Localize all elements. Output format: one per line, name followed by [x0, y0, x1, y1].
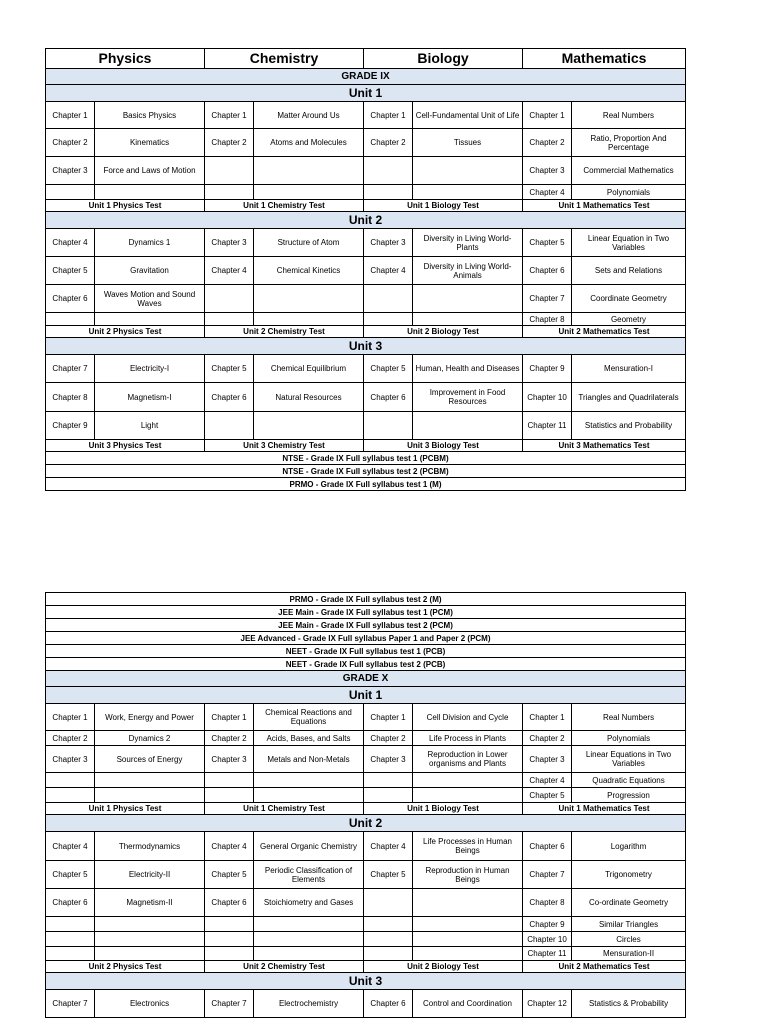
chapter-name	[95, 932, 205, 947]
chapter-number	[205, 412, 254, 440]
full-syllabus-test: NTSE - Grade IX Full syllabus test 2 (PCBM)	[46, 465, 686, 478]
chapter-name: Light	[95, 412, 205, 440]
chapter-name: Improvement in Food Resources	[413, 383, 523, 412]
chapter-row	[46, 861, 686, 889]
chapter-name: Sets and Relations	[572, 257, 686, 285]
unit-test: Unit 1 Mathematics Test	[523, 200, 686, 212]
chapter-name: Polynomials	[572, 731, 686, 746]
chapter-row	[46, 313, 686, 326]
unit-test-row	[46, 803, 686, 815]
chapter-name: Reproduction in Lower organisms and Plants	[413, 746, 523, 773]
chapter-row	[46, 832, 686, 861]
chapter-number: Chapter 2	[523, 129, 572, 157]
chapter-row	[46, 412, 686, 440]
chapter-name	[413, 788, 523, 803]
chapter-name: Progression	[572, 788, 686, 803]
chapter-number: Chapter 4	[364, 832, 413, 861]
chapter-number: Chapter 8	[523, 889, 572, 917]
chapter-number	[364, 889, 413, 917]
grade-ix-syllabus-table	[45, 48, 686, 491]
chapter-name: Kinematics	[95, 129, 205, 157]
chapter-name: Natural Resources	[254, 383, 364, 412]
full-syllabus-row	[46, 658, 686, 671]
chapter-row	[46, 947, 686, 961]
chapter-name: Linear Equations in Two Variables	[572, 746, 686, 773]
chapter-number	[205, 917, 254, 932]
chapter-name: Cell Division and Cycle	[413, 704, 523, 731]
chapter-number: Chapter 3	[523, 746, 572, 773]
chapter-name	[254, 157, 364, 185]
chapter-row	[46, 932, 686, 947]
chapter-name: Stoichiometry and Gases	[254, 889, 364, 917]
chapter-number: Chapter 2	[205, 129, 254, 157]
chapter-number: Chapter 7	[523, 861, 572, 889]
chapter-name	[413, 185, 523, 200]
chapter-name: Real Numbers	[572, 704, 686, 731]
chapter-number	[205, 773, 254, 788]
chapter-row	[46, 229, 686, 257]
chapter-number	[364, 285, 413, 313]
chapter-name	[254, 313, 364, 326]
chapter-name: Statistics and Probability	[572, 412, 686, 440]
chapter-name: Quadratic Equations	[572, 773, 686, 788]
chapter-name	[254, 932, 364, 947]
chapter-number	[46, 313, 95, 326]
chapter-name: Force and Laws of Motion	[95, 157, 205, 185]
chapter-number: Chapter 6	[205, 383, 254, 412]
chapter-name	[95, 313, 205, 326]
unit-test-row	[46, 961, 686, 973]
chapter-name: Real Numbers	[572, 102, 686, 129]
unit-test: Unit 1 Biology Test	[364, 803, 523, 815]
chapter-row	[46, 102, 686, 129]
full-syllabus-test: PRMO - Grade IX Full syllabus test 1 (M)	[46, 478, 686, 491]
chapter-name: Commercial Mathematics	[572, 157, 686, 185]
unit-test: Unit 2 Physics Test	[46, 326, 205, 338]
chapter-name: Atoms and Molecules	[254, 129, 364, 157]
chapter-number: Chapter 5	[364, 861, 413, 889]
chapter-number: Chapter 5	[205, 355, 254, 383]
chapter-number: Chapter 3	[523, 157, 572, 185]
chapter-name	[254, 412, 364, 440]
chapter-name: Tissues	[413, 129, 523, 157]
chapter-row	[46, 355, 686, 383]
unit-test: Unit 3 Mathematics Test	[523, 440, 686, 452]
chapter-name: Gravitation	[95, 257, 205, 285]
chapter-number	[364, 313, 413, 326]
unit-row	[46, 338, 686, 355]
chapter-number: Chapter 4	[523, 185, 572, 200]
chapter-name: Work, Energy and Power	[95, 704, 205, 731]
unit-title: Unit 2	[46, 212, 686, 229]
chapter-name	[413, 157, 523, 185]
chapter-number	[46, 932, 95, 947]
chapter-number: Chapter 3	[205, 746, 254, 773]
chapter-number: Chapter 7	[523, 285, 572, 313]
unit-test: Unit 3 Physics Test	[46, 440, 205, 452]
chapter-number: Chapter 4	[523, 773, 572, 788]
chapter-name	[95, 773, 205, 788]
chapter-number	[205, 932, 254, 947]
chapter-number: Chapter 1	[205, 704, 254, 731]
chapter-name: Geometry	[572, 313, 686, 326]
unit-test-row	[46, 440, 686, 452]
subject-biology: Biology	[364, 49, 523, 69]
chapter-number: Chapter 2	[205, 731, 254, 746]
chapter-number: Chapter 6	[523, 832, 572, 861]
chapter-name	[413, 412, 523, 440]
chapter-number	[205, 157, 254, 185]
chapter-name: Structure of Atom	[254, 229, 364, 257]
chapter-name	[95, 185, 205, 200]
full-syllabus-test: NTSE - Grade IX Full syllabus test 1 (PCBM)	[46, 452, 686, 465]
chapter-name	[413, 932, 523, 947]
chapter-number: Chapter 4	[205, 832, 254, 861]
chapter-name: Life Process in Plants	[413, 731, 523, 746]
full-syllabus-test: JEE Advanced - Grade IX Full syllabus Paper 1 and Paper 2 (PCM)	[46, 632, 686, 645]
unit-test: Unit 1 Physics Test	[46, 803, 205, 815]
chapter-number: Chapter 9	[46, 412, 95, 440]
chapter-name: Dynamics 1	[95, 229, 205, 257]
chapter-row	[46, 257, 686, 285]
chapter-name: Statistics & Probability	[572, 990, 686, 1018]
chapter-number: Chapter 1	[523, 704, 572, 731]
chapter-number: Chapter 5	[46, 861, 95, 889]
chapter-name	[95, 947, 205, 961]
chapter-number: Chapter 8	[523, 313, 572, 326]
unit-row	[46, 85, 686, 102]
unit-test: Unit 1 Chemistry Test	[205, 200, 364, 212]
grade-x-syllabus-table	[45, 592, 686, 1018]
chapter-name	[95, 917, 205, 932]
chapter-name: Cell-Fundamental Unit of Life	[413, 102, 523, 129]
chapter-name: Thermodynamics	[95, 832, 205, 861]
unit-test-row	[46, 200, 686, 212]
chapter-name: Coordinate Geometry	[572, 285, 686, 313]
chapter-name	[254, 917, 364, 932]
full-syllabus-test: NEET - Grade IX Full syllabus test 1 (PCB)	[46, 645, 686, 658]
unit-test: Unit 1 Chemistry Test	[205, 803, 364, 815]
chapter-name: Mensuration-II	[572, 947, 686, 961]
grade-ix-body	[46, 85, 686, 491]
chapter-name	[413, 285, 523, 313]
chapter-number: Chapter 6	[205, 889, 254, 917]
chapter-name: Electronics	[95, 990, 205, 1018]
chapter-name: Circles	[572, 932, 686, 947]
unit-row	[46, 212, 686, 229]
chapter-name	[413, 889, 523, 917]
chapter-number	[364, 185, 413, 200]
unit-test: Unit 2 Biology Test	[364, 326, 523, 338]
chapter-number: Chapter 2	[523, 731, 572, 746]
chapter-name	[254, 947, 364, 961]
chapter-number	[205, 788, 254, 803]
unit-test: Unit 1 Biology Test	[364, 200, 523, 212]
unit-test: Unit 2 Mathematics Test	[523, 326, 686, 338]
chapter-name: Basics Physics	[95, 102, 205, 129]
chapter-number: Chapter 10	[523, 932, 572, 947]
chapter-number	[364, 773, 413, 788]
chapter-name: Ratio, Proportion And Percentage	[572, 129, 686, 157]
chapter-name	[254, 788, 364, 803]
chapter-number: Chapter 2	[364, 731, 413, 746]
grade-row	[46, 671, 686, 687]
chapter-number: Chapter 9	[523, 917, 572, 932]
chapter-name: Sources of Energy	[95, 746, 205, 773]
chapter-name: Human, Health and Diseases	[413, 355, 523, 383]
chapter-name: Electricity-II	[95, 861, 205, 889]
chapter-name	[413, 947, 523, 961]
unit-test: Unit 3 Chemistry Test	[205, 440, 364, 452]
chapter-number	[364, 157, 413, 185]
unit-row	[46, 973, 686, 990]
full-syllabus-tests	[46, 593, 686, 671]
chapter-number: Chapter 4	[364, 257, 413, 285]
chapter-name: Trigonometry	[572, 861, 686, 889]
full-syllabus-test: JEE Main - Grade IX Full syllabus test 1 (PCM)	[46, 606, 686, 619]
chapter-name: Diversity in Living World-Animals	[413, 257, 523, 285]
full-syllabus-row	[46, 465, 686, 478]
full-syllabus-test: NEET - Grade IX Full syllabus test 2 (PCB)	[46, 658, 686, 671]
full-syllabus-row	[46, 606, 686, 619]
chapter-number	[364, 788, 413, 803]
chapter-row	[46, 704, 686, 731]
chapter-number: Chapter 1	[46, 102, 95, 129]
chapter-name	[413, 917, 523, 932]
chapter-number: Chapter 6	[523, 257, 572, 285]
chapter-number	[364, 932, 413, 947]
chapter-name	[254, 285, 364, 313]
chapter-row	[46, 157, 686, 185]
chapter-number: Chapter 6	[46, 285, 95, 313]
chapter-name: Chemical Kinetics	[254, 257, 364, 285]
chapter-row	[46, 746, 686, 773]
chapter-name	[413, 313, 523, 326]
full-syllabus-test: PRMO - Grade IX Full syllabus test 2 (M)	[46, 593, 686, 606]
chapter-name	[95, 788, 205, 803]
chapter-row	[46, 185, 686, 200]
chapter-number: Chapter 5	[364, 355, 413, 383]
chapter-name: Metals and Non-Metals	[254, 746, 364, 773]
unit-title: Unit 1	[46, 85, 686, 102]
unit-test-row	[46, 326, 686, 338]
unit-title: Unit 1	[46, 687, 686, 704]
chapter-name: Dynamics 2	[95, 731, 205, 746]
chapter-number: Chapter 11	[523, 412, 572, 440]
unit-title: Unit 3	[46, 338, 686, 355]
grade-title: GRADE X	[46, 671, 686, 687]
chapter-row	[46, 889, 686, 917]
chapter-name: Control and Coordination	[413, 990, 523, 1018]
chapter-number	[46, 185, 95, 200]
chapter-number	[46, 917, 95, 932]
full-syllabus-row	[46, 619, 686, 632]
unit-row	[46, 687, 686, 704]
chapter-row	[46, 773, 686, 788]
unit-test: Unit 1 Mathematics Test	[523, 803, 686, 815]
chapter-name: Diversity in Living World-Plants	[413, 229, 523, 257]
chapter-number: Chapter 7	[46, 355, 95, 383]
chapter-number: Chapter 2	[46, 731, 95, 746]
chapter-number: Chapter 8	[46, 383, 95, 412]
chapter-name: Chemical Reactions and Equations	[254, 704, 364, 731]
chapter-number: Chapter 1	[364, 102, 413, 129]
subject-physics: Physics	[46, 49, 205, 69]
chapter-number: Chapter 5	[46, 257, 95, 285]
chapter-name: Waves Motion and Sound Waves	[95, 285, 205, 313]
chapter-name: Chemical Equilibrium	[254, 355, 364, 383]
chapter-number	[46, 788, 95, 803]
unit-test: Unit 2 Chemistry Test	[205, 326, 364, 338]
chapter-number	[46, 773, 95, 788]
chapter-name: Logarithm	[572, 832, 686, 861]
chapter-name: Life Processes in Human Beings	[413, 832, 523, 861]
chapter-name: Matter Around Us	[254, 102, 364, 129]
chapter-number: Chapter 3	[364, 229, 413, 257]
chapter-number: Chapter 3	[46, 746, 95, 773]
full-syllabus-row	[46, 645, 686, 658]
chapter-number: Chapter 4	[46, 832, 95, 861]
chapter-row	[46, 129, 686, 157]
chapter-name: Electrochemistry	[254, 990, 364, 1018]
chapter-row	[46, 917, 686, 932]
unit-test: Unit 1 Physics Test	[46, 200, 205, 212]
chapter-number: Chapter 2	[364, 129, 413, 157]
full-syllabus-test: JEE Main - Grade IX Full syllabus test 2 (PCM)	[46, 619, 686, 632]
chapter-name	[254, 185, 364, 200]
chapter-name: Mensuration-I	[572, 355, 686, 383]
chapter-number: Chapter 7	[205, 990, 254, 1018]
chapter-number	[364, 412, 413, 440]
chapter-number: Chapter 1	[523, 102, 572, 129]
chapter-name: Co-ordinate Geometry	[572, 889, 686, 917]
unit-test: Unit 2 Physics Test	[46, 961, 205, 973]
chapter-name: Similar Triangles	[572, 917, 686, 932]
chapter-name: Magnetism-I	[95, 383, 205, 412]
chapter-number	[364, 917, 413, 932]
grade-row	[46, 69, 686, 85]
chapter-number: Chapter 10	[523, 383, 572, 412]
chapter-name: Polynomials	[572, 185, 686, 200]
subject-mathematics: Mathematics	[523, 49, 686, 69]
chapter-row	[46, 731, 686, 746]
chapter-number: Chapter 2	[46, 129, 95, 157]
unit-title: Unit 2	[46, 815, 686, 832]
chapter-number: Chapter 1	[46, 704, 95, 731]
chapter-row	[46, 285, 686, 313]
unit-test: Unit 2 Biology Test	[364, 961, 523, 973]
chapter-number: Chapter 5	[523, 788, 572, 803]
subject-chemistry: Chemistry	[205, 49, 364, 69]
chapter-number: Chapter 6	[46, 889, 95, 917]
chapter-number: Chapter 3	[364, 746, 413, 773]
chapter-name	[413, 773, 523, 788]
chapter-number	[205, 313, 254, 326]
chapter-number: Chapter 3	[46, 157, 95, 185]
chapter-number	[205, 947, 254, 961]
unit-title: Unit 3	[46, 973, 686, 990]
full-syllabus-row	[46, 593, 686, 606]
chapter-name: Linear Equation in Two Variables	[572, 229, 686, 257]
unit-test: Unit 2 Chemistry Test	[205, 961, 364, 973]
chapter-row	[46, 383, 686, 412]
chapter-number	[364, 947, 413, 961]
chapter-name: Periodic Classification of Elements	[254, 861, 364, 889]
full-syllabus-row	[46, 632, 686, 645]
chapter-name: General Organic Chemistry	[254, 832, 364, 861]
full-syllabus-row	[46, 452, 686, 465]
chapter-number	[205, 285, 254, 313]
chapter-number: Chapter 4	[205, 257, 254, 285]
chapter-number	[46, 947, 95, 961]
chapter-number: Chapter 6	[364, 990, 413, 1018]
chapter-number: Chapter 1	[205, 102, 254, 129]
chapter-number: Chapter 1	[364, 704, 413, 731]
unit-row	[46, 815, 686, 832]
grade-x-body	[46, 687, 686, 1018]
chapter-number: Chapter 5	[523, 229, 572, 257]
chapter-name: Reproduction in Human Beings	[413, 861, 523, 889]
chapter-name: Triangles and Quadrilaterals	[572, 383, 686, 412]
chapter-name	[254, 773, 364, 788]
chapter-number: Chapter 6	[364, 383, 413, 412]
chapter-number	[205, 185, 254, 200]
chapter-number: Chapter 5	[205, 861, 254, 889]
unit-test: Unit 3 Biology Test	[364, 440, 523, 452]
chapter-number: Chapter 7	[46, 990, 95, 1018]
chapter-number: Chapter 12	[523, 990, 572, 1018]
full-syllabus-row	[46, 478, 686, 491]
chapter-number: Chapter 4	[46, 229, 95, 257]
chapter-row	[46, 788, 686, 803]
chapter-name: Magnetism-II	[95, 889, 205, 917]
chapter-number: Chapter 3	[205, 229, 254, 257]
subject-header-row	[46, 49, 686, 69]
grade-title: GRADE IX	[46, 69, 686, 85]
chapter-name: Electricity-I	[95, 355, 205, 383]
chapter-number: Chapter 9	[523, 355, 572, 383]
chapter-number: Chapter 11	[523, 947, 572, 961]
chapter-name: Acids, Bases, and Salts	[254, 731, 364, 746]
chapter-row	[46, 990, 686, 1018]
unit-test: Unit 2 Mathematics Test	[523, 961, 686, 973]
